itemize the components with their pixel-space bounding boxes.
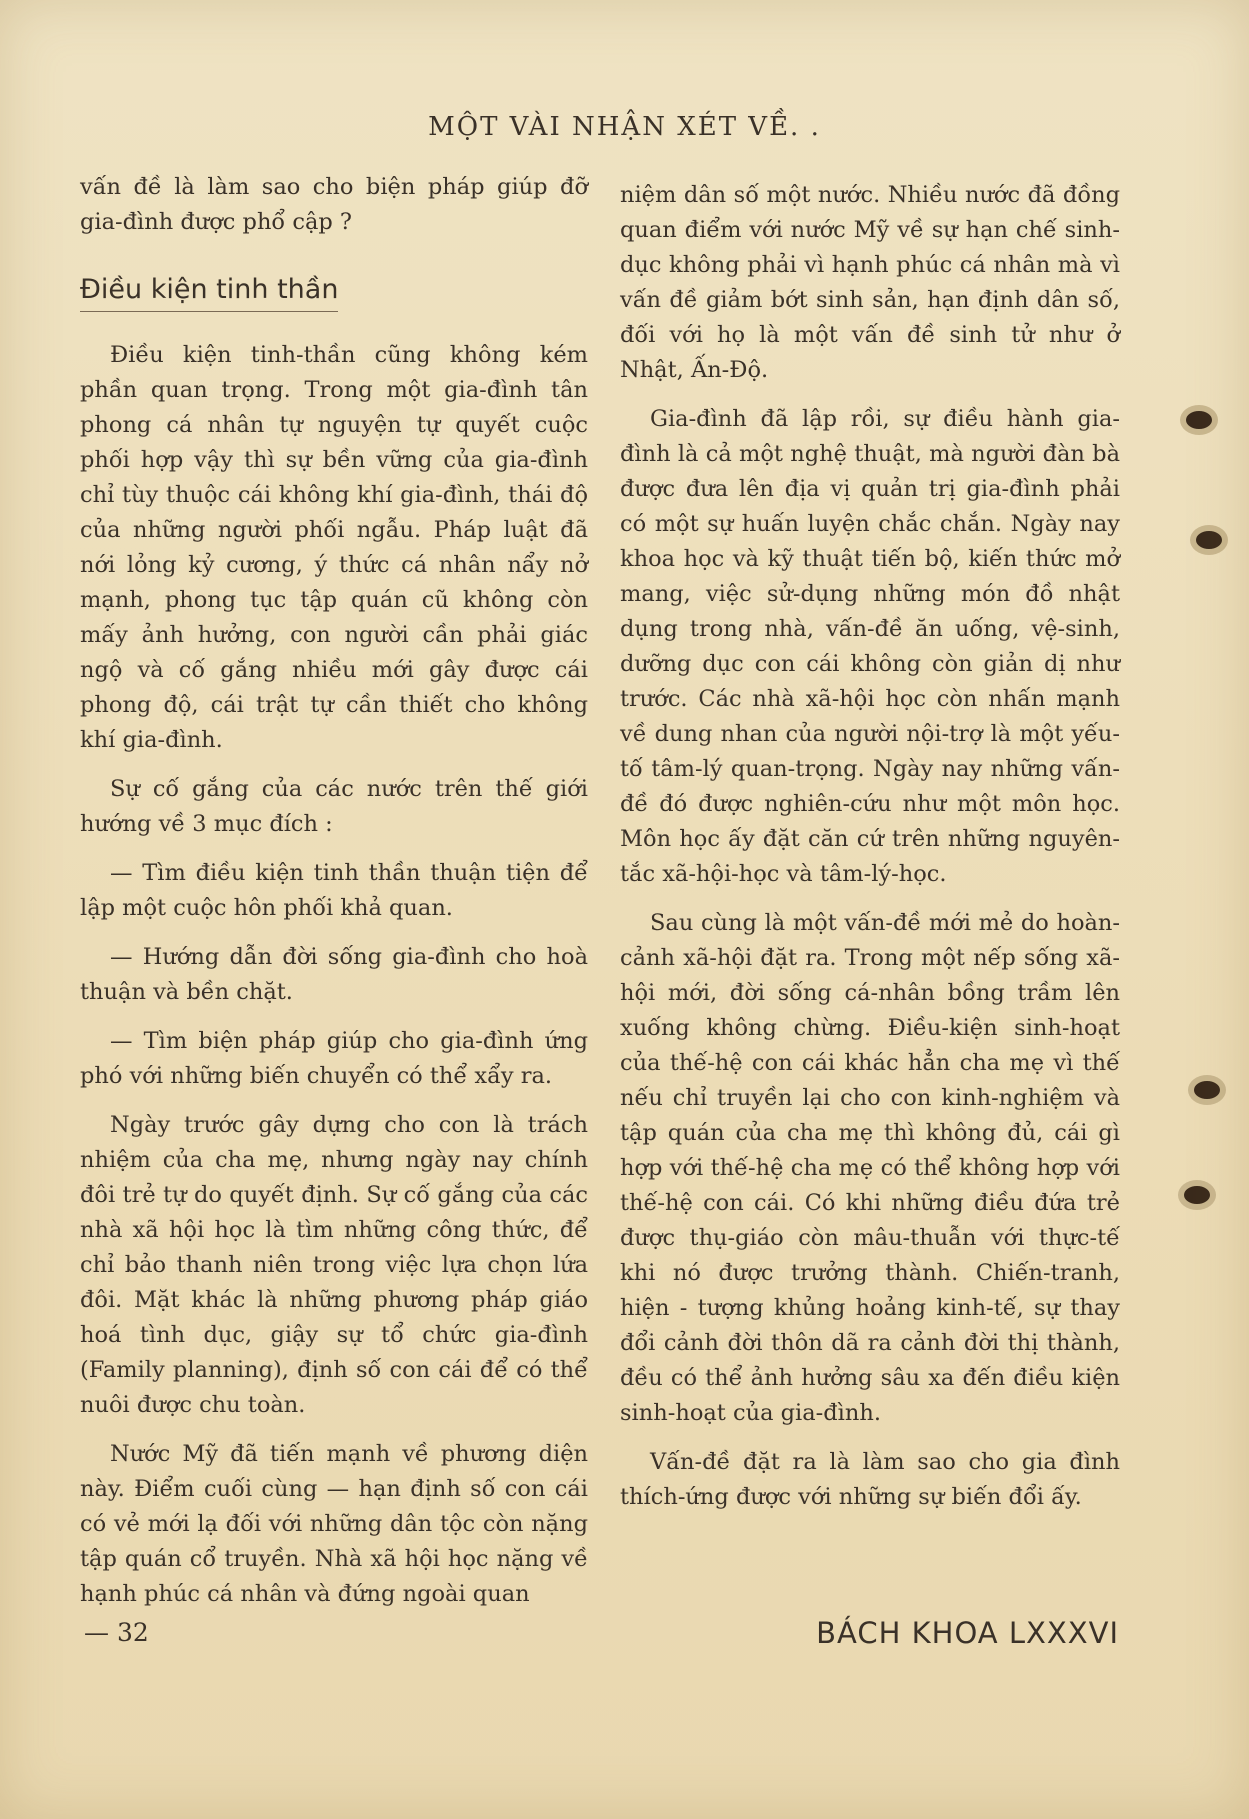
binding-hole bbox=[1190, 525, 1228, 555]
section-heading: Điều kiện tinh thần bbox=[80, 272, 338, 312]
left-column bbox=[80, 170, 588, 1626]
binding-hole bbox=[1178, 1180, 1216, 1210]
paragraph: niệm dân số một nước. Nhiều nước đã đồng quan điểm với nước Mỹ về sự hạn chế sinh-dục không phải vì hạnh phúc cá nhân mà vì vấn đề giảm bớt sinh sản, hạn định dân số, đối với họ là một vấn đề sinh tử như ở Nhật, Ấn-Độ. bbox=[620, 182, 1120, 383]
list-item: — Tìm biện pháp giúp cho gia-đình ứng phó với những biến chuyển có thể xẩy ra. bbox=[80, 1028, 588, 1089]
paragraph: Sự cố gắng của các nước trên thế giới hướng về 3 mục đích : bbox=[80, 776, 588, 837]
magazine-title: BÁCH KHOA LXXXVI bbox=[816, 1616, 1119, 1650]
paragraph: Điều kiện tinh-thần cũng không kém phần quan trọng. Trong một gia-đình tân phong cá nhân tự nguyện tự quyết cuộc phối hợp vậy thì sự bền vững của gia-đình chỉ tùy thuộc cái không khí gia-đình, thái độ của những người phối ngẫu. Pháp luật đã nới lỏng kỷ cương, ý thức cá nhân nẩy nở mạnh, phong tục tập quán cũ không còn mấy ảnh hưởng, con người cần phải giác ngộ và cố gắng nhiều mới gây được cái phong độ, cái trật tự cần thiết cho không khí gia-đình. bbox=[80, 342, 588, 753]
paragraph: Vấn-đề đặt ra là làm sao cho gia đình thích-ứng được với những sự biến đổi ấy. bbox=[620, 1449, 1120, 1510]
paragraph: Sau cùng là một vấn-đề mới mẻ do hoàn-cảnh xã-hội đặt ra. Trong một nếp sống xã-hội mới, đời sống cá-nhân bồng trầm lên xuống không chừng. Điều-kiện sinh-hoạt của thế-hệ con cái khác hẳn cha mẹ vì thế nếu chỉ truyền lại cho con kinh-nghiệm và tập quán của cha mẹ thì không đủ, cái gì hợp với thế-hệ cha mẹ có thể không hợp với thế-hệ con cái. Có khi những điều đứa trẻ được thụ-giáo còn mâu-thuẫn với thực-tế khi nó được trưởng thành. Chiến-tranh, hiện - tượng khủng hoảng kinh-tế, sự thay đổi cảnh đời thôn dã ra cảnh đời thị thành, đều có thể ảnh hưởng sâu xa đến điều kiện sinh-hoạt của gia-đình. bbox=[620, 910, 1120, 1426]
right-column bbox=[620, 178, 1120, 1529]
running-head: MỘT VÀI NHẬN XÉT VỀ. . bbox=[428, 112, 821, 142]
list-item: — Hướng dẫn đời sống gia-đình cho hoà thuận và bền chặt. bbox=[80, 944, 588, 1005]
page-number: — 32 bbox=[84, 1618, 149, 1647]
list-item: — Tìm điều kiện tinh thần thuận tiện để lập một cuộc hôn phối khả quan. bbox=[80, 860, 588, 921]
paragraph: vấn đề là làm sao cho biện pháp giúp đỡ gia-đình được phổ cập ? bbox=[80, 174, 588, 235]
binding-hole bbox=[1188, 1075, 1226, 1105]
paragraph: Nước Mỹ đã tiến mạnh về phương diện này. Điểm cuối cùng — hạn định số con cái có vẻ mới lạ đối với những dân tộc còn nặng tập quán cổ truyền. Nhà xã hội học nặng về hạnh phúc cá nhân và đứng ngoài quan bbox=[80, 1441, 588, 1607]
paragraph: Ngày trước gây dựng cho con là trách nhiệm của cha mẹ, nhưng ngày nay chính đôi trẻ tự do quyết định. Sự cố gắng của các nhà xã hội học là tìm những công thức, để chỉ bảo thanh niên trong việc lựa chọn lứa đôi. Mặt khác là những phương pháp giáo hoá tình dục, giậy sự tổ chức gia-đình (Family planning), định số con cái để có thể nuôi được chu toàn. bbox=[80, 1112, 588, 1418]
binding-hole bbox=[1180, 405, 1218, 435]
paragraph: Gia-đình đã lập rồi, sự điều hành gia-đình là cả một nghệ thuật, mà người đàn bà được đưa lên địa vị quản trị gia-đình phải có một sự huấn luyện chắc chắn. Ngày nay khoa học và kỹ thuật tiến bộ, kiến thức mở mang, việc sử-dụng những món đồ nhật dụng trong nhà, vấn-đề ăn uống, vệ-sinh, dưỡng dục con cái không còn giản dị như trước. Các nhà xã-hội học còn nhấn mạnh về dung nhan của người nội-trợ là một yếu-tố tâm-lý quan-trọng. Ngày nay những vấn-đề đó được nghiên-cứu như một môn học. Môn học ấy đặt căn cứ trên những nguyên-tắc xã-hội-học và tâm-lý-học. bbox=[620, 406, 1120, 887]
